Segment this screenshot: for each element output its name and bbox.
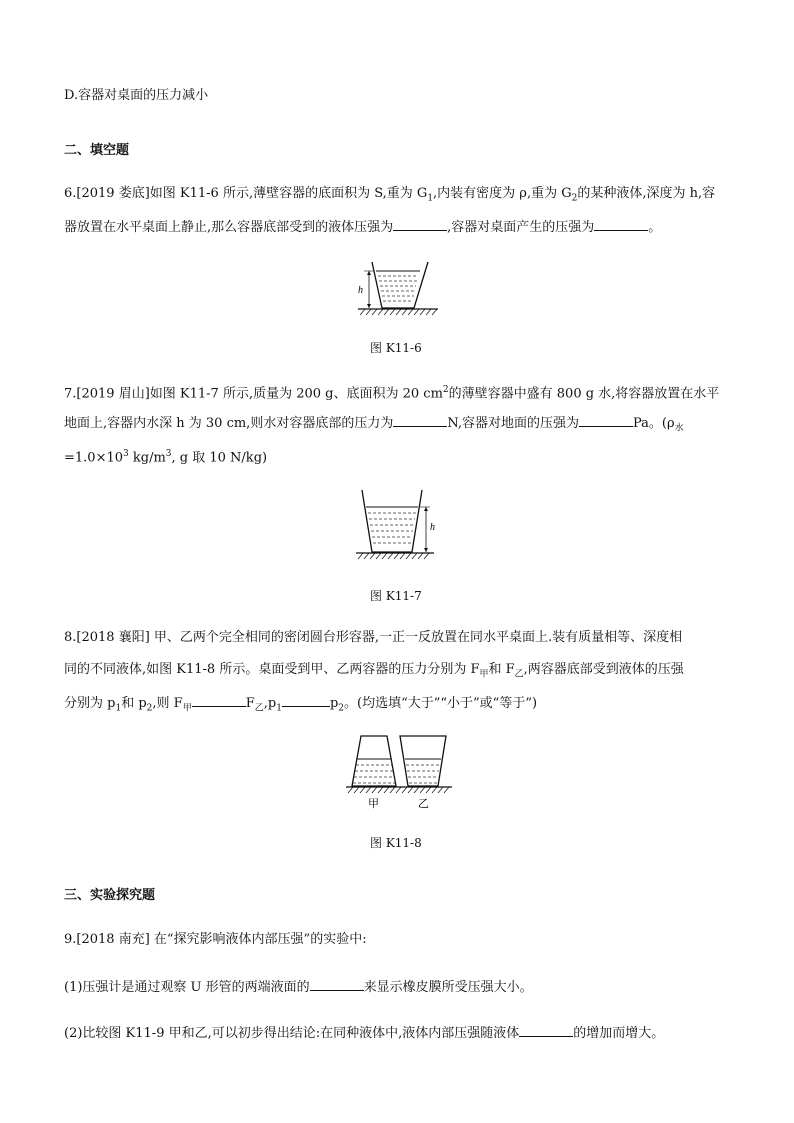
ground-hatching [360, 309, 437, 315]
q9-line-2: (1)压强计是通过观察 U 形管的两端液面的 来显示橡皮膜所受压强大小。 [64, 980, 533, 995]
q8-line-1: 8.[2018 襄阳] 甲、乙两个完全相同的密闭圆台形容器,一正一反放置在同水平桌面上.装有质量相等、深度相 [64, 630, 683, 645]
depth-label: h [430, 522, 435, 533]
answer-blank[interactable] [393, 218, 447, 231]
label-yi: 乙 [418, 797, 429, 810]
ground-hatching [358, 553, 429, 559]
q7-line-1: 7.[2019 眉山]如图 K11-7 所示,质量为 200 g、底面积为 20 $cm^2$的薄壁容器中盛有 800 g 水,将容器放置在水平 [64, 385, 720, 402]
q9-line-3: (2)比较图 K11-9 甲和乙,可以初步得出结论:在同种液体中,液体内部压强随液体 的增加而增大。 [64, 1026, 665, 1041]
q7-line-3: $=1.0\times 10^3$ $kg/m^3$, g 取 10 N/kg) [64, 449, 268, 466]
label-jia: 甲 [368, 797, 379, 810]
q7-line-2: 地面上,容器内水深 h 为 30 cm,则水对容器底部的压力为 N,容器对地面的压强为 Pa。($\rho_水$ [64, 416, 684, 434]
caption-k11-7: 图 K11-7 [370, 589, 422, 603]
container-yi [400, 736, 446, 786]
answer-blank[interactable] [192, 694, 246, 707]
q8-line-3: 分别为 $p_1$和 $p_2$,则 $F_甲$ $F_乙,p_1$ $p_2$。(均选填“大于”“小于”或“等于”) [64, 696, 538, 714]
section-3-title: 三、实验探究题 [64, 888, 156, 903]
caption-k11-6: 图 K11-6 [370, 341, 422, 355]
liquid-fill [378, 276, 418, 301]
answer-blank[interactable] [393, 414, 447, 427]
answer-blank[interactable] [282, 694, 330, 707]
depth-label: h [358, 285, 363, 296]
q8-line-2: 同的不同液体,如图 K11-8 所示。桌面受到甲、乙两容器的压力分别为 $F_甲$和 $F_乙$,两容器底部受到液体的压强 [64, 662, 684, 680]
q6-line-1: 6.[2019 娄底]如图 K11-6 所示,薄壁容器的底面积为 S,重为 $G_1$,内装有密度为 ρ,重为 $G_2$的某种液体,深度为 h,容 [64, 186, 716, 204]
figure-k11-8 [344, 734, 454, 812]
answer-blank[interactable] [519, 1024, 573, 1037]
figure-k11-7 [354, 488, 446, 564]
container-outline [362, 490, 422, 552]
figure-k11-6 [356, 260, 440, 318]
ground-hatching [348, 787, 449, 793]
section-2-title: 二、填空题 [64, 143, 130, 158]
q6-line-2: 器放置在水平桌面上静止,那么容器底部受到的液体压强为 ,容器对桌面产生的压强为 。 [64, 220, 662, 235]
liquid-fill [368, 513, 416, 543]
caption-k11-8: 图 K11-8 [370, 836, 422, 850]
answer-blank[interactable] [579, 414, 633, 427]
answer-blank[interactable] [594, 218, 648, 231]
q9-line-1: 9.[2018 南充] 在“探究影响液体内部压强”的实验中: [64, 932, 367, 947]
q5-option-d: D.容器对桌面的压力减小 [64, 88, 209, 103]
answer-blank[interactable] [310, 978, 364, 991]
container-jia [352, 736, 396, 786]
